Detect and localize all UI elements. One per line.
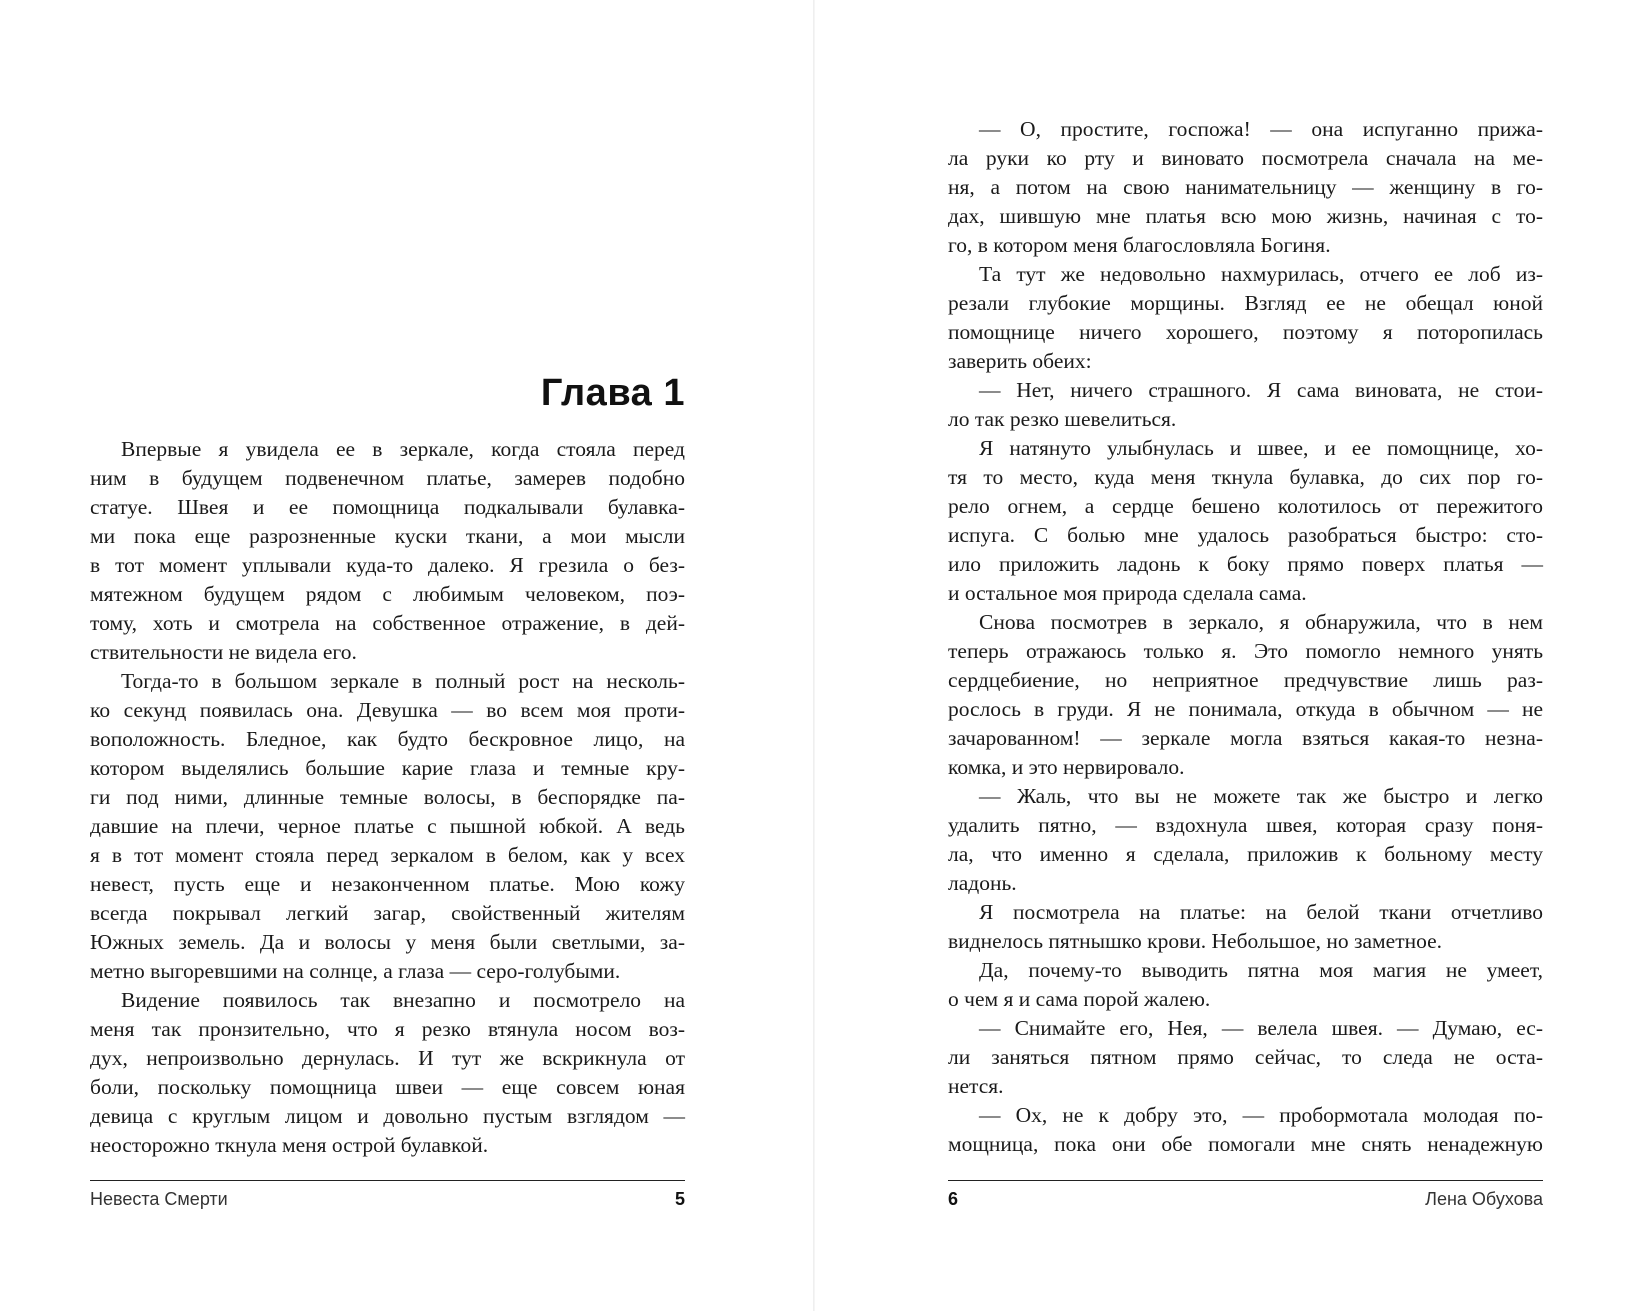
paragraph <box>948 260 1543 376</box>
text-line: го, в котором меня благословляла Богиня. <box>948 233 1331 257</box>
text-line: заверить обеих: <box>948 349 1092 373</box>
text-line: резали глубокие морщины. Взгляд ее не обещал юной <box>948 291 1543 315</box>
left-page-footer <box>90 1180 685 1219</box>
text-line: рело огнем, а сердце бешено колотилось от пережитого <box>948 494 1543 518</box>
text-line: виднелось пятнышко крови. Небольшое, но заметное. <box>948 929 1443 953</box>
text-line: всегда покрывал легкий загар, свойственный жителям <box>90 901 685 925</box>
text-line: в тот момент уплывали куда-то далеко. Я грезила о без- <box>90 553 685 577</box>
text-line: Южных земель. Да и волосы у меня были светлыми, за- <box>90 930 685 954</box>
text-line: боли, поскольку помощница швеи — еще совсем юная <box>90 1075 685 1099</box>
text-line: ко секунд появилась она. Девушка — во всем моя проти- <box>90 698 685 722</box>
paragraph <box>948 434 1543 608</box>
text-line: помощнице ничего хорошего, поэтому я поторопилась <box>948 320 1543 344</box>
text-line: девица с круглым лицом и довольно пустым взглядом — <box>90 1104 685 1128</box>
paragraph <box>948 1101 1543 1159</box>
running-author: Лена Обухова <box>1425 1189 1543 1209</box>
paragraph <box>948 898 1543 956</box>
paragraph <box>948 376 1543 434</box>
text-line: нется. <box>948 1074 1004 1098</box>
text-line: Да, почему-то выводить пятна моя магия не умеет, <box>979 958 1543 982</box>
text-line: зачарованном! — зеркале могла взяться какая-то незна- <box>948 726 1543 750</box>
text-line: мятежном будущем рядом с любимым человеком, поэ- <box>90 582 685 606</box>
text-line: статуе. Швея и ее помощница подкалывали булавка- <box>90 495 685 519</box>
text-line: Тогда-то в большом зеркале в полный рост на несколь- <box>121 669 685 693</box>
text-line: — О, простите, госпожа! — она испуганно прижа- <box>979 117 1543 141</box>
paragraph <box>948 956 1543 1014</box>
text-line: ло так резко шевелиться. <box>948 407 1177 431</box>
text-line: тому, хоть и смотрела на собственное отражение, в дей- <box>90 611 685 635</box>
left-page-text <box>90 435 685 1160</box>
book-gutter <box>813 0 815 1311</box>
right-page <box>948 0 1543 1311</box>
running-title: Невеста Смерти <box>90 1189 228 1209</box>
text-line: неосторожно ткнула меня острой булавкой. <box>90 1133 489 1157</box>
text-line: ним в будущем подвенечном платье, замерев подобно <box>90 466 685 490</box>
text-line: дух, непроизвольно дернулась. И тут же вскрикнула от <box>90 1046 685 1070</box>
paragraph <box>90 435 685 667</box>
text-line: ли заняться пятном прямо сейчас, то следа не оста- <box>948 1045 1543 1069</box>
text-line: испуга. С болью мне удалось разобраться быстро: сто- <box>948 523 1543 547</box>
text-line: рослось в груди. Я не понимала, откуда в обычном — не <box>948 697 1543 721</box>
text-line: меня так пронзительно, что я резко втянула носом воз- <box>90 1017 685 1041</box>
text-line: Видение появилось так внезапно и посмотрело на <box>121 988 685 1012</box>
paragraph <box>948 608 1543 782</box>
text-line: Снова посмотрев в зеркало, я обнаружила, что в нем <box>979 610 1543 634</box>
text-line: удалить пятно, — вздохнула швея, которая сразу поня- <box>948 813 1543 837</box>
text-line: и остальное моя природа сделала сама. <box>948 581 1307 605</box>
text-line: тя то место, куда меня ткнула булавка, до сих пор го- <box>948 465 1543 489</box>
text-line: ствительности не видела его. <box>90 640 357 664</box>
text-line: Я натянуто улыбнулась и швее, и ее помощнице, хо- <box>979 436 1543 460</box>
text-line: Та тут же недовольно нахмурилась, отчего ее лоб из- <box>979 262 1543 286</box>
text-line: невест, пусть еще и незаконченном платье. Мою кожу <box>90 872 685 896</box>
text-line: давшие на плечи, черное платье с пышной юбкой. А ведь <box>90 814 685 838</box>
page-number-right: 6 <box>948 1189 959 1209</box>
text-line: ило приложить ладонь к боку прямо поверх платья — <box>948 552 1543 576</box>
right-page-text <box>948 115 1543 1159</box>
text-line: ла, что именно я сделала, приложив к больному месту <box>948 842 1543 866</box>
paragraph <box>948 782 1543 898</box>
text-line: сердцебиение, но неприятное предчувствие лишь раз- <box>948 668 1543 692</box>
text-line: — Ох, не к добру это, — пробормотала молодая по- <box>979 1103 1543 1127</box>
text-line: — Снимайте его, Нея, — велела швея. — Думаю, ес- <box>979 1016 1543 1040</box>
text-line: дах, шившую мне платья всю мою жизнь, начиная с то- <box>948 204 1543 228</box>
chapter-title: Глава 1 <box>540 372 685 414</box>
text-line: ми пока еще разрозненные куски ткани, а мои мысли <box>90 524 685 548</box>
left-page <box>90 0 685 1311</box>
paragraph <box>90 986 685 1160</box>
text-line: воположность. Бледное, как будто бескровное лицо, на <box>90 727 685 751</box>
text-line: комка, и это нервировало. <box>948 755 1185 779</box>
text-line: ги под ними, длинные темные волосы, в беспорядке па- <box>90 785 685 809</box>
text-line: ла руки ко рту и виновато посмотрела сначала на ме- <box>948 146 1543 170</box>
text-line: Я посмотрела на платье: на белой ткани отчетливо <box>979 900 1543 924</box>
page-number-left: 5 <box>674 1189 685 1209</box>
text-line: Впервые я увидела ее в зеркале, когда стояла перед <box>121 437 685 461</box>
text-line: ня, а потом на свою нанимательницу — женщину в го- <box>948 175 1543 199</box>
text-line: теперь отражаюсь только я. Это помогло немного унять <box>948 639 1543 663</box>
paragraph <box>90 667 685 986</box>
text-line: о чем я и сама порой жалею. <box>948 987 1211 1011</box>
paragraph <box>948 115 1543 260</box>
text-line: — Нет, ничего страшного. Я сама виновата, не стои- <box>979 378 1543 402</box>
text-line: котором выделялись большие карие глаза и темные кру- <box>90 756 685 780</box>
text-line: — Жаль, что вы не можете так же быстро и легко <box>979 784 1543 808</box>
text-line: метно выгоревшими на солнце, а глаза — серо-голубыми. <box>90 959 621 983</box>
text-line: я в тот момент стояла перед зеркалом в белом, как у всех <box>90 843 685 867</box>
paragraph <box>948 1014 1543 1101</box>
right-page-footer <box>948 1180 1543 1219</box>
text-line: мощница, пока они обе помогали мне снять ненадежную <box>948 1132 1543 1156</box>
text-line: ладонь. <box>948 871 1017 895</box>
